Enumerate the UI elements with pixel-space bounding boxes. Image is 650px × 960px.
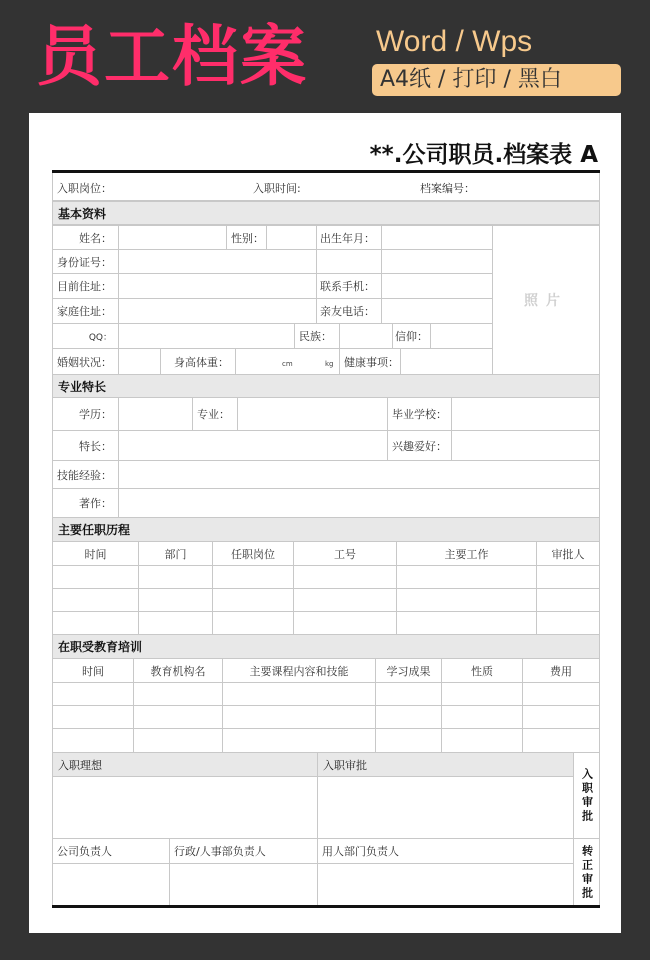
career-row-3-position[interactable] <box>212 611 294 635</box>
career-row-3-approver[interactable] <box>536 611 600 635</box>
training-row-2-institution[interactable] <box>133 705 223 729</box>
works-label: 著作： <box>52 488 119 518</box>
major-input[interactable] <box>237 397 388 431</box>
company-head-label: 公司负责人 <box>52 838 170 864</box>
id-extra-input[interactable] <box>381 249 493 274</box>
training-col-result: 学习成果 <box>375 658 442 683</box>
career-row-3-work[interactable] <box>396 611 537 635</box>
section-skills: 专业特长 <box>52 374 600 398</box>
training-row-2-courses[interactable] <box>222 705 376 729</box>
name-label: 姓名： <box>52 225 119 250</box>
education-label: 学历： <box>52 397 119 431</box>
format-label: Word / Wps <box>376 25 533 58</box>
mobile-input[interactable] <box>381 273 493 299</box>
career-row-2-dept[interactable] <box>138 588 213 612</box>
training-row-1-institution[interactable] <box>133 682 223 706</box>
address-input[interactable] <box>118 273 317 299</box>
career-row-2-work[interactable] <box>396 588 537 612</box>
career-col-position: 任职岗位 <box>212 541 294 566</box>
height-weight-input[interactable] <box>235 348 340 375</box>
training-row-1-time[interactable] <box>52 682 134 706</box>
hobby-label: 兴趣爱好： <box>387 430 452 461</box>
date-field-label[interactable]: 入职时间: <box>253 182 301 195</box>
id-extra-cell[interactable] <box>316 249 382 274</box>
dept-head-signature[interactable] <box>317 863 574 907</box>
career-row-3-time[interactable] <box>52 611 139 635</box>
training-col-institution: 教育机构名 <box>133 658 223 683</box>
training-row-1-courses[interactable] <box>222 682 376 706</box>
qq-input[interactable] <box>118 323 295 349</box>
name-input[interactable] <box>118 225 227 250</box>
faith-label: 信仰： <box>392 323 431 349</box>
bottom-rule <box>52 905 600 908</box>
banner-title: 员工档案 <box>36 18 308 95</box>
career-row-1-time[interactable] <box>52 565 139 589</box>
training-row-3-courses[interactable] <box>222 728 376 753</box>
print-badge: A4纸 / 打印 / 黑白 <box>372 64 621 96</box>
cm-unit: cm <box>282 360 293 368</box>
training-col-time: 时间 <box>52 658 134 683</box>
birth-label: 出生年月： <box>316 225 382 250</box>
training-col-nature: 性质 <box>441 658 523 683</box>
hobby-input[interactable] <box>451 430 600 461</box>
contact-input[interactable] <box>381 298 493 324</box>
ethnic-label: 民族： <box>294 323 340 349</box>
training-row-2-cost[interactable] <box>522 705 600 729</box>
training-row-1-result[interactable] <box>375 682 442 706</box>
training-row-2-nature[interactable] <box>441 705 523 729</box>
training-row-2-time[interactable] <box>52 705 134 729</box>
section-career: 主要任职历程 <box>52 517 600 542</box>
id-label: 身份证号： <box>52 249 119 274</box>
career-row-3-dept[interactable] <box>138 611 213 635</box>
training-col-courses: 主要课程内容和技能 <box>222 658 376 683</box>
hr-head-signature[interactable] <box>169 863 318 907</box>
career-col-approver: 审批人 <box>536 541 600 566</box>
career-col-dept: 部门 <box>138 541 213 566</box>
training-row-1-cost[interactable] <box>522 682 600 706</box>
training-col-cost: 费用 <box>522 658 600 683</box>
education-input[interactable] <box>118 397 193 431</box>
career-row-3-id[interactable] <box>293 611 397 635</box>
training-row-3-institution[interactable] <box>133 728 223 753</box>
qq-label: QQ： <box>52 323 119 349</box>
career-row-1-approver[interactable] <box>536 565 600 589</box>
address-label: 目前住址： <box>52 273 119 299</box>
training-row-3-time[interactable] <box>52 728 134 753</box>
career-row-2-approver[interactable] <box>536 588 600 612</box>
height-weight-label: 身高体重： <box>160 348 236 375</box>
experience-input[interactable] <box>118 460 600 489</box>
file-no-field-label[interactable]: 档案编号： <box>420 182 475 195</box>
career-row-1-dept[interactable] <box>138 565 213 589</box>
mobile-label: 联系手机： <box>316 273 382 299</box>
career-col-id: 工号 <box>293 541 397 566</box>
training-row-3-cost[interactable] <box>522 728 600 753</box>
specialty-label: 特长： <box>52 430 119 461</box>
career-row-2-id[interactable] <box>293 588 397 612</box>
document-title: **.公司职员.档案表 A <box>369 142 598 168</box>
career-row-2-position[interactable] <box>212 588 294 612</box>
header-info-row <box>52 173 600 201</box>
entry-approval-header: 入职审批 <box>317 752 574 777</box>
career-col-work: 主要工作 <box>396 541 537 566</box>
training-row-2-result[interactable] <box>375 705 442 729</box>
gender-label: 性别： <box>226 225 267 250</box>
faith-input[interactable] <box>430 323 493 349</box>
home-label: 家庭住址： <box>52 298 119 324</box>
training-row-1-nature[interactable] <box>441 682 523 706</box>
gender-input[interactable] <box>266 225 317 250</box>
experience-label: 技能经验： <box>52 460 119 489</box>
section-basic: 基本资料 <box>52 201 600 225</box>
home-input[interactable] <box>118 298 317 324</box>
major-label: 专业： <box>192 397 238 431</box>
school-label: 毕业学校： <box>387 397 452 431</box>
ethnic-input[interactable] <box>339 323 393 349</box>
training-row-3-result[interactable] <box>375 728 442 753</box>
school-input[interactable] <box>451 397 600 431</box>
entry-approval-input[interactable] <box>317 776 574 839</box>
career-row-1-id[interactable] <box>293 565 397 589</box>
company-head-signature[interactable] <box>52 863 170 907</box>
career-row-1-position[interactable] <box>212 565 294 589</box>
training-row-3-nature[interactable] <box>441 728 523 753</box>
position-field-label[interactable]: 入职岗位： <box>57 182 112 195</box>
dept-head-label: 用人部门负责人 <box>317 838 574 864</box>
birth-input[interactable] <box>381 225 493 250</box>
career-col-time: 时间 <box>52 541 139 566</box>
photo-box[interactable]: 照片 <box>492 225 600 375</box>
hr-head-label: 行政/人事部负责人 <box>169 838 318 864</box>
health-label: 健康事项： <box>339 348 401 375</box>
works-input[interactable] <box>118 488 600 518</box>
ideal-input[interactable] <box>52 776 318 839</box>
section-training: 在职受教育培训 <box>52 634 600 659</box>
specialty-input[interactable] <box>118 430 388 461</box>
marital-input[interactable] <box>118 348 161 375</box>
side-entry-approval-label: 入职审批 <box>573 752 600 839</box>
contact-label: 亲友电话： <box>316 298 382 324</box>
kg-unit: kg <box>325 360 334 368</box>
career-row-2-time[interactable] <box>52 588 139 612</box>
ideal-header: 入职理想 <box>52 752 318 777</box>
career-row-1-work[interactable] <box>396 565 537 589</box>
side-regular-approval-label: 转正审批 <box>573 838 600 907</box>
id-input[interactable] <box>118 249 317 274</box>
marital-label: 婚姻状况： <box>52 348 119 375</box>
health-input[interactable] <box>400 348 493 375</box>
